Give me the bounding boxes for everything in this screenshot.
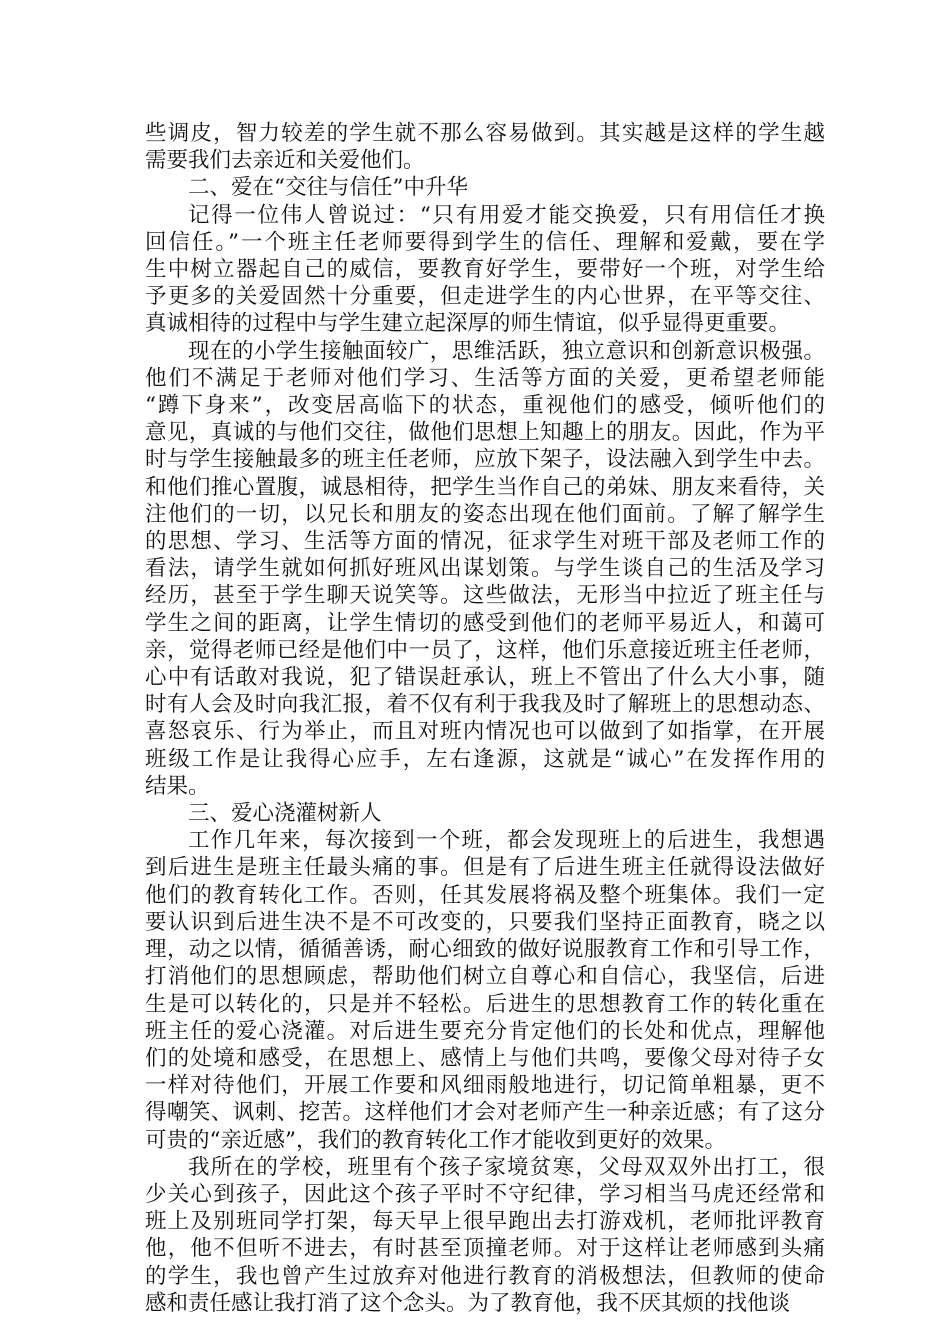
text-line: 到后进生是班主任最头痛的事。但是有了后进生班主任就得设法做好 — [145, 855, 825, 881]
text-line: 结果。 — [145, 773, 210, 799]
text-line: 学生之间的距离，让学生情切的感受到他们的老师平易近人，和蔼可 — [145, 610, 825, 636]
text-line: 予更多的关爱固然十分重要，但走进学生的内心世界，在平等交往、 — [145, 284, 825, 310]
text-line: 回信任。”一个班主任老师要得到学生的信任、理解和爱戴，要在学 — [145, 229, 825, 255]
text-line: 一样对待他们，开展工作要和风细雨般地进行，切记简单粗暴，更不 — [145, 1073, 825, 1099]
text-line: 少关心到孩子，因此这个孩子平时不守纪律，学习相当马虎还经常和 — [145, 1181, 825, 1207]
text-line: 心中有话敢对我说，犯了错误赶承认，班上不管出了什么大小事，随 — [145, 665, 825, 691]
text-line: 生中树立器起自己的威信，要教育好学生，要带好一个班，对学生给 — [145, 257, 825, 283]
text-line: 生是可以转化的，只是并不轻松。后进生的思想教育工作的转化重在 — [145, 991, 825, 1017]
text-line: 工作几年来，每次接到一个班，都会发现班上的后进生，我想遇 — [188, 828, 825, 854]
text-line: “蹲下身来”，改变居高临下的状态，重视他们的感受，倾听他们的 — [145, 393, 825, 419]
text-line: 二、爱在“交往与信任”中升华 — [188, 175, 468, 201]
text-line: 时有人会及时向我汇报，着不仅有利于我我及时了解班上的思想动态、 — [145, 692, 825, 718]
text-line: 我所在的学校，班里有个孩子家境贫寒，父母双双外出打工，很 — [188, 1154, 825, 1180]
document-page — [145, 120, 825, 1317]
text-line: 注他们的一切，以兄长和朋友的姿态出现在他们面前。了解了解学生 — [145, 501, 825, 527]
text-line: 和他们推心置腹，诚恳相待，把学生当作自己的弟妹、朋友来看待，关 — [145, 474, 825, 500]
text-line: 记得一位伟人曾说过：“只有用爱才能交换爱，只有用信任才换 — [188, 202, 825, 228]
text-line: 需要我们去亲近和关爱他们。 — [145, 148, 425, 174]
text-line: 可贵的“亲近感”，我们的教育转化工作才能收到更好的效果。 — [145, 1127, 726, 1153]
text-line: 三、爱心浇灌树新人 — [188, 801, 382, 827]
text-line: 他们不满足于老师对他们学习、生活等方面的关爱，更希望老师能 — [145, 365, 825, 391]
text-line: 时与学生接触最多的班主任老师，应放下架子，设法融入到学生中去。 — [145, 447, 825, 473]
text-line: 感和责任感让我打消了这个念头。为了教育他，我不厌其烦的找他谈 — [145, 1290, 791, 1316]
text-line: 理，动之以情，循循善诱，耐心细致的做好说服教育工作和引导工作， — [145, 937, 825, 963]
text-line: 意见，真诚的与他们交往，做他们思想上知趣上的朋友。因此，作为平 — [145, 420, 825, 446]
text-line: 喜怒哀乐、行为举止，而且对班内情况也可以做到了如指掌，在开展 — [145, 719, 825, 745]
text-line: 班主任的爱心浇灌。对后进生要充分肯定他们的长处和优点，理解他 — [145, 1018, 825, 1044]
text-line: 班上及别班同学打架，每天早上很早跑出去打游戏机，老师批评教育 — [145, 1209, 825, 1235]
text-line: 的思想、学习、生活等方面的情况，征求学生对班干部及老师工作的 — [145, 529, 825, 555]
text-line: 他，他不但听不进去，有时甚至顶撞老师。对于这样让老师感到头痛 — [145, 1236, 825, 1262]
text-line: 的学生，我也曾产生过放弃对他进行教育的消极想法，但教师的使命 — [145, 1263, 825, 1289]
section-heading — [145, 174, 825, 201]
text-line: 看法，请学生就如何抓好班风出谋划策。与学生谈自己的生活及学习 — [145, 556, 825, 582]
text-line: 要认识到后进生决不是不可改变的，只要我们坚持正面教育，晓之以 — [145, 909, 825, 935]
text-line: 得嘲笑、讽刺、挖苦。这样他们才会对老师产生一种亲近感；有了这分 — [145, 1100, 825, 1126]
text-line: 他们的教育转化工作。否则，任其发展将祸及整个班集体。我们一定 — [145, 882, 825, 908]
text-line: 些调皮，智力较差的学生就不那么容易做到。其实越是这样的学生越 — [145, 121, 825, 146]
body-paragraph — [145, 202, 825, 338]
section-heading — [145, 800, 825, 827]
body-paragraph — [145, 338, 825, 800]
text-line: 经历，甚至于学生聊天说笑等。这些做法，无形当中拉近了班主任与 — [145, 583, 825, 609]
body-paragraph — [145, 1154, 825, 1317]
text-line: 现在的小学生接触面较广，思维活跃，独立意识和创新意识极强。 — [188, 338, 825, 364]
body-paragraph — [145, 120, 825, 174]
text-line: 们的处境和感受，在思想上、感情上与他们共鸣，要像父母对待子女 — [145, 1045, 825, 1071]
text-line: 真诚相待的过程中与学生建立起深厚的师生情谊，似乎显得更重要。 — [145, 311, 791, 337]
text-line: 亲，觉得老师已经是他们中一员了，这样，他们乐意接近班主任老师， — [145, 637, 825, 663]
text-line: 班级工作是让我得心应手，左右逢源，这就是“诚心”在发挥作用的 — [145, 746, 825, 772]
text-line: 打消他们的思想顾虑，帮助他们树立自尊心和自信心，我坚信，后进 — [145, 964, 825, 990]
body-paragraph — [145, 827, 825, 1153]
